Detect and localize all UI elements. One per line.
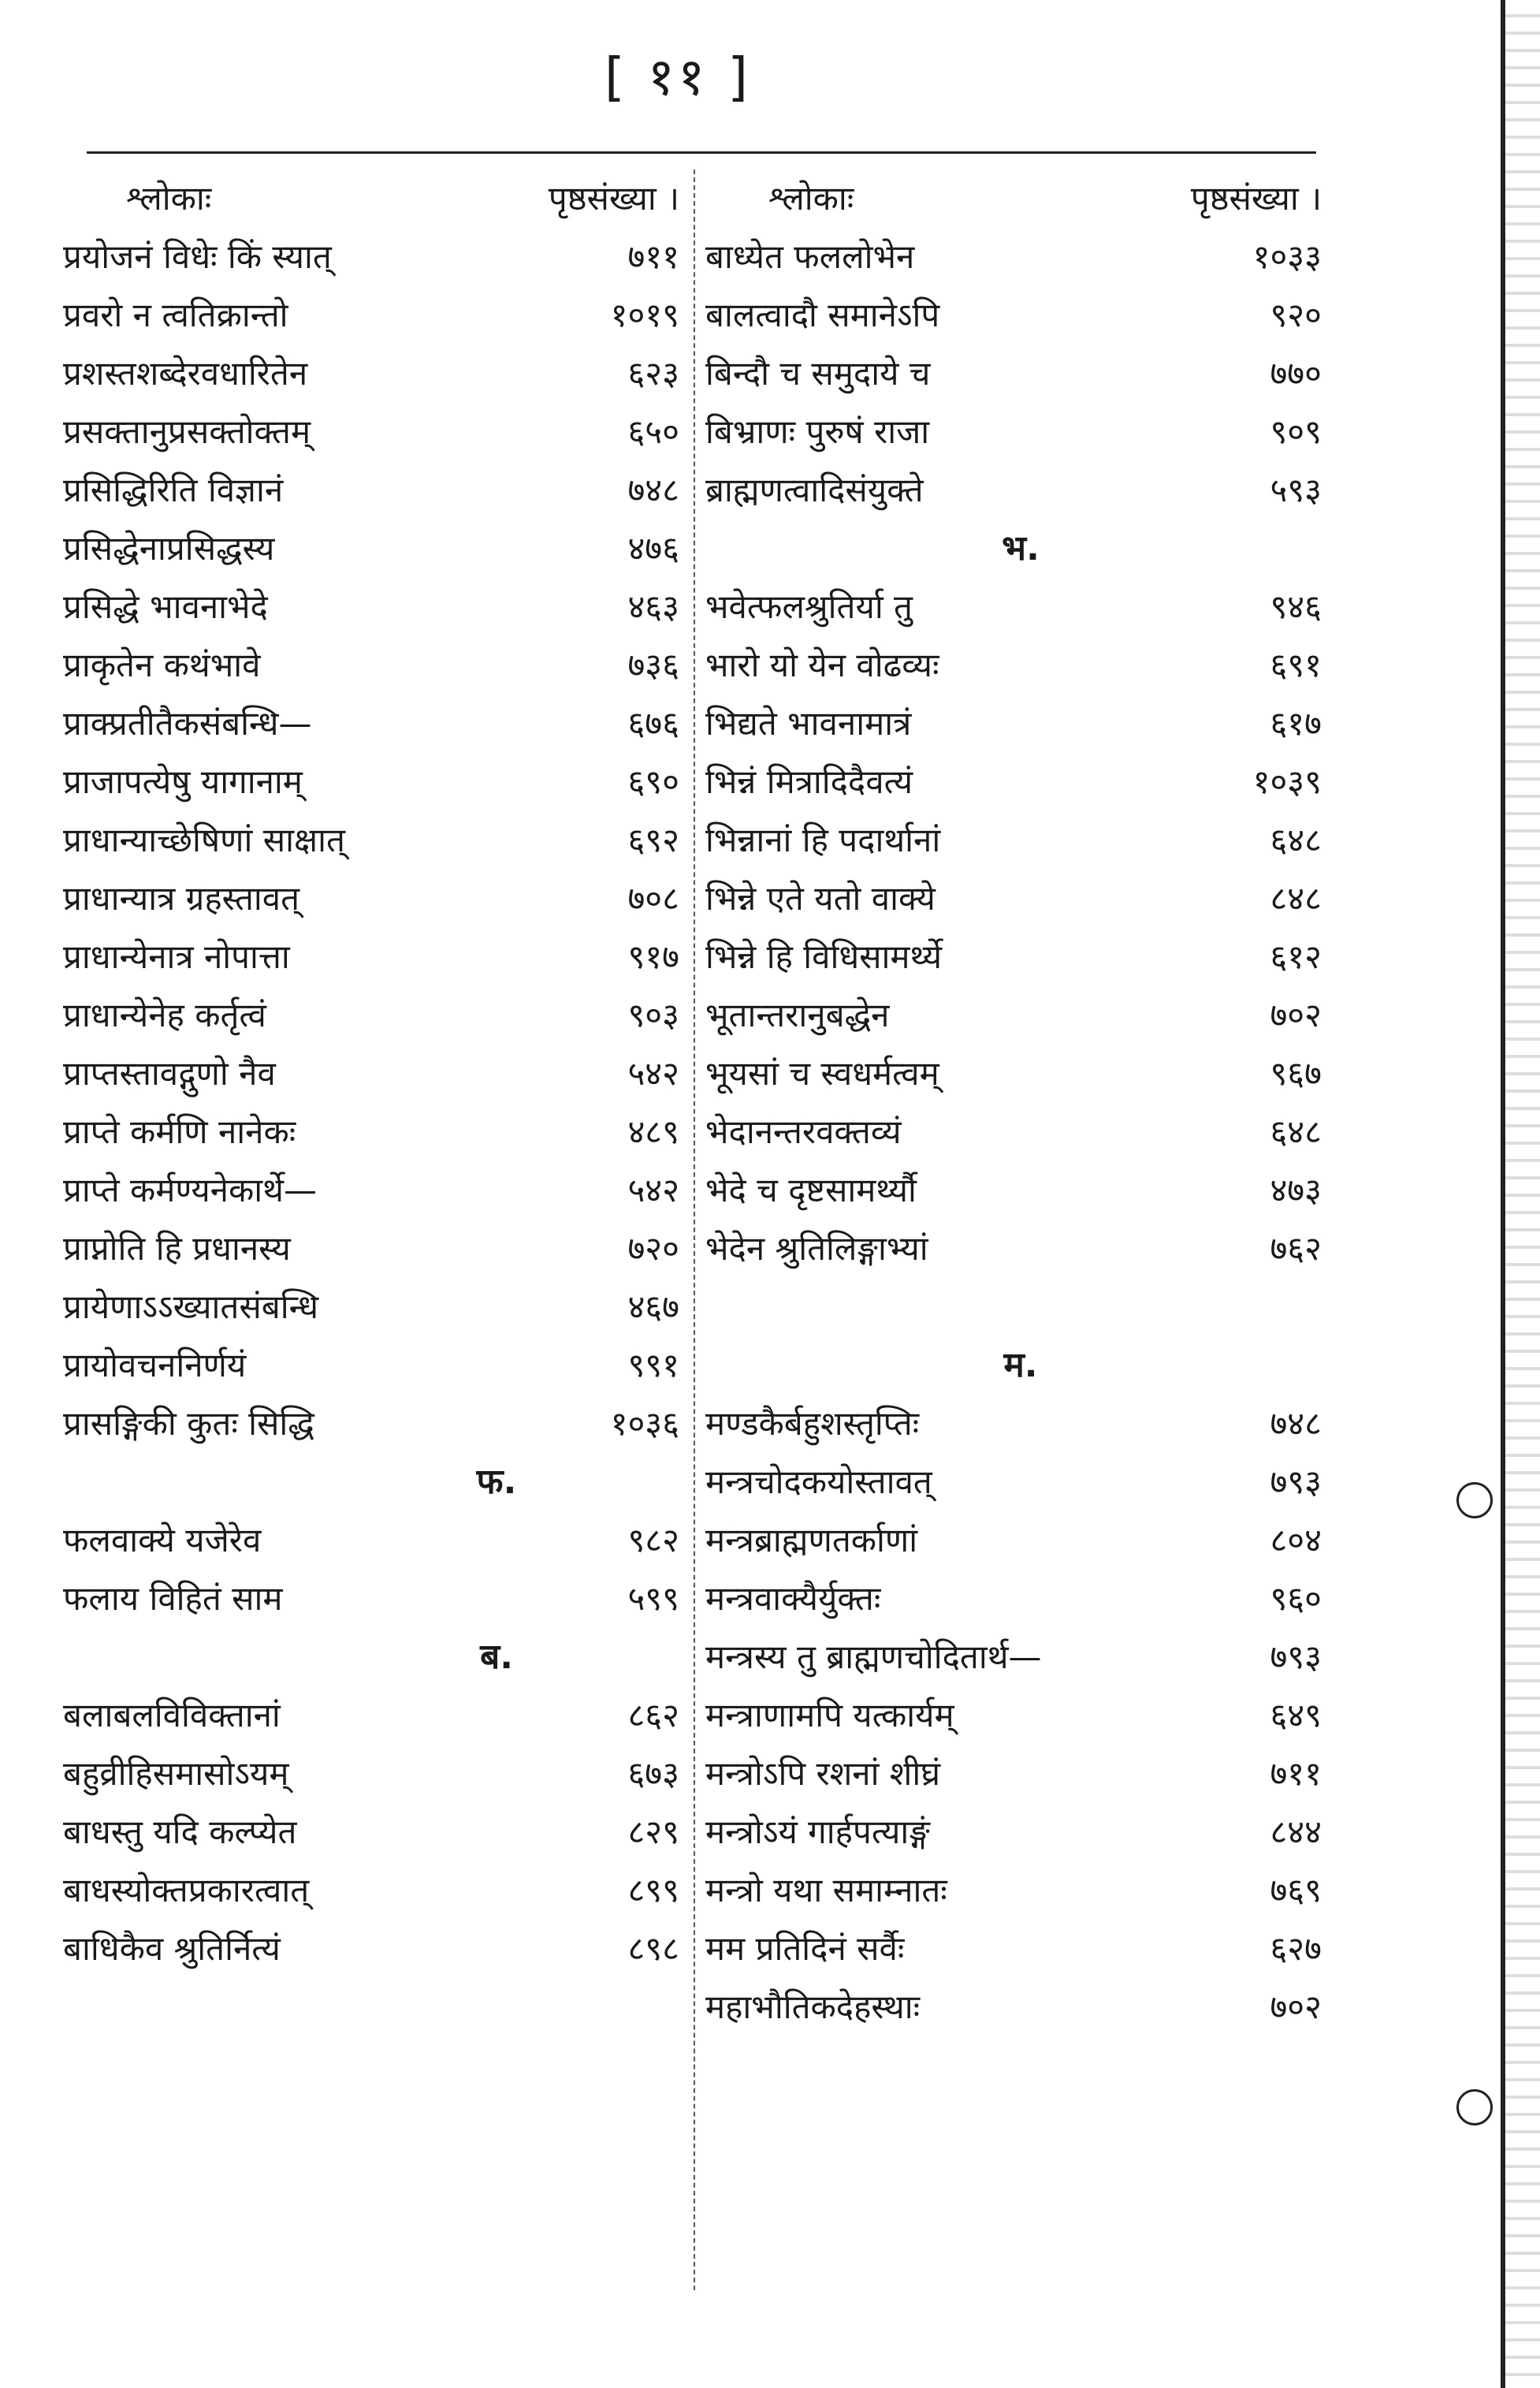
index-row [705,1045,1336,1103]
verse-text: प्राक्प्रतीतैकसंबन्धि— [63,704,312,743]
verse-text: फलाय विहितं साम [63,1579,283,1618]
page-ref: ६४८ [1270,1112,1322,1151]
verse-text: प्रसक्तानुप्रसक्तोक्तम् [63,412,311,451]
verse-text: भिन्ने हि विधिसामर्थ्ये [705,937,943,976]
index-row [705,1978,1336,2036]
page-ref: ६४८ [1270,821,1322,859]
verse-text: प्राजापत्येषु यागानाम् [63,762,303,801]
index-row [63,1511,694,1570]
page-ref: ५४२ [627,1171,679,1209]
index-row [63,1570,694,1628]
verse-text: प्रायेणाऽऽख्यातसंबन्धि [63,1287,319,1326]
page-ref: ९६७ [1270,1054,1322,1093]
right-entries-ba [705,228,1336,520]
verse-text: भेदानन्तरवक्तव्यं [705,1112,902,1151]
spacer [705,1278,1336,1336]
right-entries-bha [705,578,1336,1278]
page-ref: ६९० [627,762,679,801]
verse-text: बिन्दौ च समुदाये च [705,354,931,393]
index-row [705,1453,1336,1511]
page-ref: ६९२ [627,821,679,859]
verse-text: प्राप्नोति हि प्रधानस्य [63,1229,291,1268]
verse-text: बलाबलविविक्तानां [63,1696,281,1734]
index-row [705,228,1336,286]
index-row [63,1278,694,1336]
index-row [63,1861,694,1920]
index-row [705,811,1336,870]
index-row [705,986,1336,1045]
page-ref: ९१७ [627,937,679,976]
page-ref: ९६० [1270,1579,1322,1618]
verse-text: प्रवरो न त्वतिक्रान्तो [63,296,288,334]
index-row [705,1395,1336,1453]
index-row [705,870,1336,928]
binding-edge [1501,0,1540,2388]
verse-text: प्राप्तस्तावद्गुणो नैव [63,1054,276,1093]
index-row [705,1628,1336,1686]
index-row [63,636,694,695]
index-row [63,928,694,986]
verse-text: भिन्ने एते यतो वाक्ये [705,879,936,918]
section-heading-ma: म. [1003,1345,1038,1385]
page-ref: १०३९ [1252,762,1322,801]
index-row [63,811,694,870]
index-row [63,1045,694,1103]
page-ref: ७०२ [1270,1988,1322,2026]
verse-text: मन्त्रवाक्यैर्युक्तः [705,1579,881,1618]
index-row [705,286,1336,345]
verse-text: मन्त्राणामपि यत्कार्यम् [705,1696,954,1734]
page-ref: ६९१ [1270,646,1322,684]
index-row [705,695,1336,753]
index-row [63,1803,694,1861]
verse-text: प्राधान्येनेह कर्तृत्वं [63,996,266,1034]
verse-text: बहुव्रीहिसमासोऽयम् [63,1754,289,1793]
verse-text: प्रसिद्धिरिति विज्ञानं [63,471,284,509]
page-ref: ४६७ [627,1287,679,1326]
section-heading-pha: फ. [476,1462,517,1502]
index-row [705,1920,1336,1978]
verse-text: भिद्यते भावनामात्रं [705,704,912,743]
verse-text: प्राकृतेन कथंभावे [63,646,261,684]
page-ref: १०३६ [610,1404,679,1443]
page-ref: ९२० [1270,296,1322,334]
page-ref: ६४९ [1270,1696,1322,1734]
verse-text: प्रायोवचननिर्णयं [63,1346,247,1384]
index-row [63,578,694,636]
left-header-row [63,170,694,228]
verses-header: श्लोकाः [126,179,212,218]
index-row [705,1103,1336,1161]
index-row [63,753,694,811]
page-ref: ९४६ [1270,587,1322,626]
index-row [63,1161,694,1220]
index-row [63,1103,694,1161]
index-row [63,1220,694,1278]
page-ref: १०१९ [610,296,679,334]
verse-text: मन्त्रो यथा समाम्नातः [705,1871,947,1909]
page-ref: ८९८ [627,1929,679,1968]
section-heading-bha: भ. [1002,528,1040,568]
page-ref: ७२० [627,1229,679,1268]
verse-text: बालत्वादौ समानेऽपि [705,296,940,334]
page-ref: ९८२ [627,1521,679,1559]
page-ref: ६२७ [1270,1929,1322,1968]
index-row [63,986,694,1045]
index-row [705,1570,1336,1628]
verse-text: फलवाक्ये यजेरेव [63,1521,262,1559]
index-row [705,578,1336,636]
page-ref: ८६२ [627,1696,679,1734]
section-heading-ba: ब. [480,1637,513,1677]
left-column [63,170,694,1978]
page-ref: ६५० [627,412,679,451]
index-row [705,1861,1336,1920]
index-row [705,1745,1336,1803]
page-ref: ८४४ [1270,1812,1322,1851]
index-row [705,1220,1336,1278]
index-row [705,461,1336,520]
page-ref: ६१२ [1270,937,1322,976]
left-entries-pha [63,1511,694,1628]
index-row [63,870,694,928]
verse-text: प्राधान्याच्छेषिणां साक्षात् [63,821,345,859]
verses-header: श्लोकाः [768,179,854,218]
verse-text: प्राधान्येनात्र नोपात्ता [63,937,290,976]
right-header-row [705,170,1336,228]
index-row [63,695,694,753]
page-ref: ६७३ [627,1754,679,1793]
index-row [63,228,694,286]
verse-text: प्रासङ्गिकी कुतः सिद्धि [63,1404,314,1443]
verse-text: प्राप्ते कर्मणि नानेकः [63,1112,296,1151]
index-row [63,520,694,578]
page-ref: ४७३ [1270,1171,1322,1209]
page-ref: ६१७ [1270,704,1322,743]
top-rule [87,151,1316,154]
verse-text: बिभ्राणः पुरुषं राजा [705,412,930,451]
page-ref: ६२३ [627,354,679,393]
verse-text: बाधिकैव श्रुतिर्नित्यं [63,1929,281,1968]
index-row [705,1511,1336,1570]
verse-text: बाधस्तु यदि कल्प्येत [63,1812,297,1851]
verse-text: प्राधान्यात्र ग्रहस्तावत् [63,879,300,918]
page-count-header: पृष्ठसंख्या । [1190,179,1322,218]
page-ref: ७६९ [1270,1871,1322,1909]
verse-text: भूयसां च स्वधर्मत्वम् [705,1054,939,1093]
verse-text: मम प्रतिदिनं सर्वैः [705,1929,905,1968]
page-ref: ८०४ [1270,1521,1322,1559]
binding-mark [1456,1482,1493,1518]
index-row [63,1336,694,1395]
page-ref: ८४८ [1270,879,1322,918]
index-row [63,345,694,403]
index-row [705,1686,1336,1745]
verse-text: भारो यो येन वोढव्यः [705,646,939,684]
verse-text: मन्त्रोऽयं गार्हपत्याङ्गं [705,1812,930,1851]
page-ref: ७११ [1270,1754,1322,1793]
verse-text: महाभौतिकदेहस्थाः [705,1988,921,2026]
verse-text: भेदेन श्रुतिलिङ्गाभ्यां [705,1229,928,1268]
right-entries-ma [705,1395,1336,2036]
index-row [705,1803,1336,1861]
verse-text: प्रसिद्धेनाप्रसिद्धस्य [63,529,275,568]
index-row [63,1686,694,1745]
page-ref: ४८९ [627,1112,679,1151]
index-row [63,1395,694,1453]
verse-text: मन्त्रचोदकयोस्तावत् [705,1462,932,1501]
verse-text: भवेत्फलश्रुतिर्या तु [705,587,913,626]
verse-text: प्रयोजनं विधेः किं स्यात् [63,237,332,276]
page-ref: ७०८ [627,879,679,918]
index-row [63,403,694,461]
verse-text: बाधस्योक्तप्रकारत्वात् [63,1871,310,1909]
index-row [63,1745,694,1803]
page-ref: ७९३ [1270,1637,1322,1676]
page-ref: ७०२ [1270,996,1322,1034]
page-ref: ५४२ [627,1054,679,1093]
index-row [63,461,694,520]
page-ref: ७९३ [1270,1462,1322,1501]
verse-text: प्रसिद्धे भावनाभेदे [63,587,268,626]
index-row [63,286,694,345]
page-ref: ५९९ [627,1579,679,1618]
index-row [705,345,1336,403]
index-row [705,753,1336,811]
page-count-header: पृष्ठसंख्या । [548,179,679,218]
page-ref: ७४८ [627,471,679,509]
page-ref: ७३६ [627,646,679,684]
left-entries-ba [63,1686,694,1978]
page-ref: ४७६ [627,529,679,568]
verse-text: भूतान्तरानुबद्धेन [705,996,890,1034]
page-ref: ७७० [1270,354,1322,393]
left-entries [63,228,694,1453]
page-ref: ७११ [627,237,679,276]
page-ref: ८२९ [627,1812,679,1851]
page-ref: ४६३ [627,587,679,626]
verse-text: मन्त्रब्राह्मणतर्काणां [705,1521,918,1559]
verse-text: मन्त्रस्य तु ब्राह्मणचोदितार्थ— [705,1637,1042,1676]
page-ref: ६७६ [627,704,679,743]
verse-text: मन्त्रोऽपि रशनां शीघ्रं [705,1754,941,1793]
index-row [705,636,1336,695]
verse-text: मण्डकैर्बहुशस्तृप्तिः [705,1404,920,1443]
page-ref: ९०९ [1270,412,1322,451]
index-row [63,1920,694,1978]
index-row [705,928,1336,986]
page-ref: ७६२ [1270,1229,1322,1268]
verse-text: बाध्येत फललोभेन [705,237,915,276]
verse-text: प्राप्ते कर्मण्यनेकार्थे— [63,1171,317,1209]
verse-text: प्रशस्तशब्देरवधारितेन [63,354,308,393]
page-ref: १०३३ [1252,237,1322,276]
verse-text: ब्राह्मणत्वादिसंयुक्ते [705,471,924,509]
verse-text: भिन्नानां हि पदार्थानां [705,821,941,859]
page-ref: ९०३ [627,996,679,1034]
verse-text: भिन्नं मित्रादिदैवत्यं [705,762,913,801]
binding-mark [1456,2089,1493,2125]
page-ref: ५९३ [1270,471,1322,509]
page-number: [ ११ ] [604,47,752,107]
right-column [705,170,1336,2036]
index-row [705,403,1336,461]
column-divider [694,170,695,2290]
page-ref: ९९१ [627,1346,679,1384]
page-ref: ७४८ [1270,1404,1322,1443]
index-row [705,1161,1336,1220]
verse-text: भेदे च दृष्टसामर्थ्यौ [705,1171,917,1209]
page-ref: ८९९ [627,1871,679,1909]
